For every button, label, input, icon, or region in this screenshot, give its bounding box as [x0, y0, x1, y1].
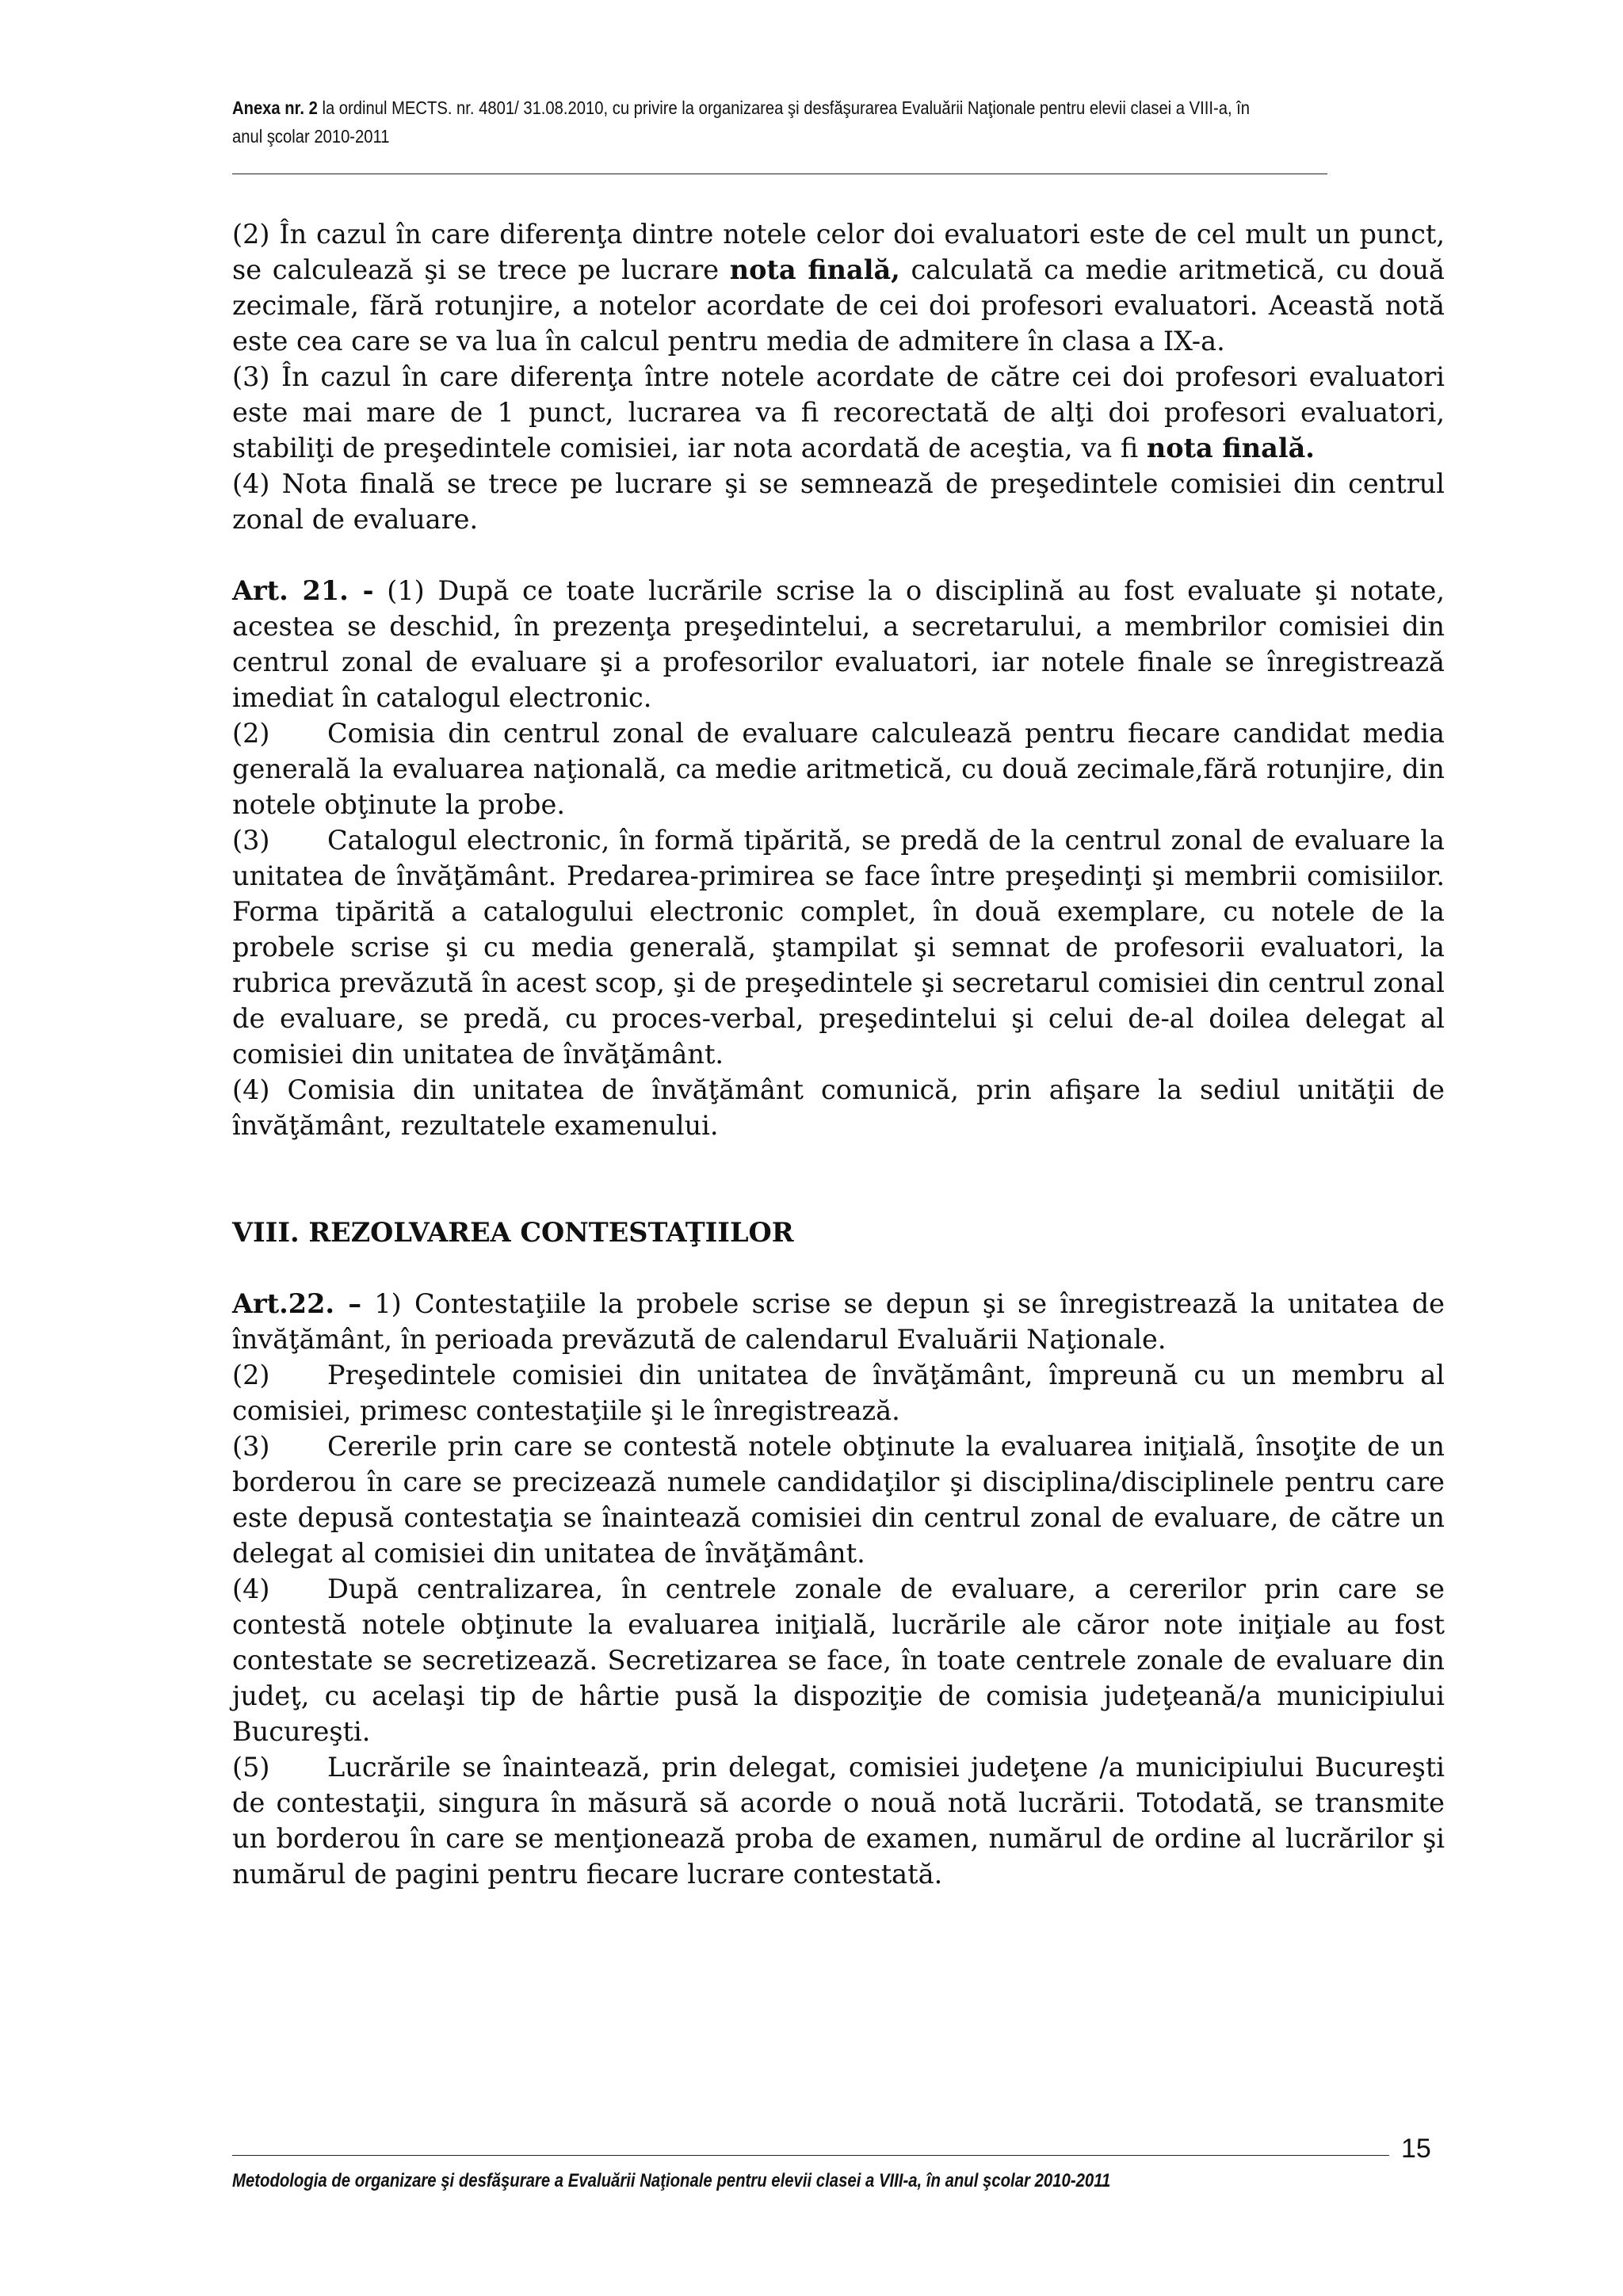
- art21-paragraph-2: [232, 715, 1445, 822]
- art22-heading: Art.22. –: [232, 1288, 362, 1319]
- page-number: 15: [1401, 2134, 1431, 2164]
- art21-paragraph-4: (4) Comisia din unitatea de învăţământ comunică, prin afişare la sediul unităţii de învăţământ, rezultatele examenului.: [232, 1074, 1445, 1141]
- page-footer: Metodologia de organizare şi desfăşurare a Evaluării Naţionale pentru elevii clasei a VIII-a, în anul şcolar 2010-2011: [232, 2170, 1111, 2191]
- art21-p2-number: (2): [232, 718, 270, 749]
- art21-p3-number: (3): [232, 825, 270, 856]
- art22-p5-number: (5): [232, 1752, 270, 1783]
- art21-p1-text: (1) După ce toate lucrările scrise la o disciplină au fost evaluate şi notate, acestea se deschid, în prezenţa preşedintelui, a secretarului, a membrilor comisiei din centrul zonal de evaluare şi a profesorilor evaluatori, iar notele finale se înregistrează imediat în catalogul electronic.: [232, 575, 1445, 713]
- art20-p2-text-b: calculată ca medie aritmetică, cu două zecimale, fără rotunjire, a notelor acordate de cei doi profesori evaluatori. Această notă este cea care se va lua în calcul pentru media de admitere în clasa a IX-a.: [232, 254, 1445, 357]
- art21-paragraph-1: [232, 573, 1445, 715]
- art21-heading: Art. 21. -: [232, 575, 374, 606]
- header-line-2: anul şcolar 2010-2011: [232, 126, 390, 147]
- document-body: [232, 216, 1445, 1892]
- header-order-text: la ordinul MECTS. nr. 4801/ 31.08.2010, cu privire la organizarea şi desfăşurarea Evaluării Naţionale pentru elevii clasei a VIII-a, în: [317, 97, 1251, 118]
- page-header: [232, 93, 1445, 151]
- art20-paragraph-2: [232, 216, 1445, 359]
- art22-paragraph-2: [232, 1357, 1445, 1428]
- art21-paragraph-3: [232, 822, 1445, 1072]
- header-line-1: [232, 93, 1445, 122]
- art22-p2-text: Preşedintele comisiei din unitatea de învăţământ, împreună cu un membru al comisiei, primesc contestaţiile şi le înregistrează.: [232, 1360, 1445, 1426]
- section-heading: VIII. REZOLVAREA CONTESTAŢIILOR: [232, 1217, 794, 1248]
- art20-p2-emphasis: nota finală,: [729, 254, 900, 285]
- art22-p2-number: (2): [232, 1360, 270, 1390]
- art20-p3-emphasis: nota finală.: [1146, 433, 1315, 463]
- art22-p1-text: 1) Contestaţiile la probele scrise se depun şi se înregistrează la unitatea de învăţământ, în perioada prevăzută de calendarul Evaluării Naţionale.: [232, 1288, 1445, 1355]
- art21-p3-text: Catalogul electronic, în formă tipărită, se predă de la centrul zonal de evaluare la unitatea de învăţământ. Predarea-primirea se face între preşedinţi şi membrii comisiilor. Forma tipărită a catalogului electronic complet, în două exemplare, cu notele de la probele scrise şi cu media generală, ştampilat şi semnat de profesorii evaluatori, la rubrica prevăzută în acest scop, şi de preşedintele şi secretarul comisiei din centrul zonal de evaluare, se predă, cu proces-verbal, preşedintelui şi celui de-al doilea delegat al comisiei din unitatea de învăţământ.: [232, 825, 1445, 1070]
- art21-p2-text: Comisia din centrul zonal de evaluare calculează pentru fiecare candidat media generală la evaluarea naţională, ca medie aritmetică, cu două zecimale,fără rotunjire, din notele obţinute la probe.: [232, 718, 1445, 820]
- art22-paragraph-1: [232, 1286, 1445, 1357]
- art20-p3-text: (3) În cazul în care diferenţa între notele acordate de către cei doi profesori evaluatori este mai mare de 1 punct, lucrarea va fi recorectată de alţi doi profesori evaluatori, stabiliţi de preşedintele comisiei, iar nota acordată de aceştia, va fi: [232, 361, 1445, 463]
- art20-p2-text-a: (2) În cazul în care diferenţa dintre notele celor doi evaluatori este de cel mult un punct, se calculează şi se trece pe lucrare: [232, 219, 1445, 285]
- art22-paragraph-5: [232, 1749, 1445, 1892]
- art20-paragraph-4: (4) Nota finală se trece pe lucrare şi se semnează de preşedintele comisiei din centrul zonal de evaluare.: [232, 468, 1445, 535]
- art22-p4-text: După centralizarea, în centrele zonale de evaluare, a cererilor prin care se contestă notele obţinute la evaluarea iniţială, lucrările ale căror note iniţiale au fost contestate se secretizează. Secretizarea se face, în toate centrele zonale de evaluare din judeţ, cu acelaşi tip de hârtie pusă la dispoziţie de comisia judeţeană/a municipiului Bucureşti.: [232, 1573, 1445, 1747]
- header-annex-label: Anexa nr. 2: [232, 97, 318, 118]
- art22-paragraph-4: [232, 1571, 1445, 1749]
- art22-paragraph-3: [232, 1428, 1445, 1571]
- art22-p3-text: Cererile prin care se contestă notele obţinute la evaluarea iniţială, însoţite de un borderou în care se precizează numele candidaţilor şi disciplina/disciplinele pentru care este depusă contestaţia se înaintează comisiei din centrul zonal de evaluare, de către un delegat al comisiei din unitatea de învăţământ.: [232, 1431, 1445, 1569]
- art22-p5-text: Lucrările se înaintează, prin delegat, comisiei judeţene /a municipiului Bucureşti de contestaţii, singura în măsură să acorde o nouă notă lucrării. Totodată, se transmite un borderou în care se menţionează proba de examen, numărul de ordine al lucrărilor şi numărul de pagini pentru fiecare lucrare contestată.: [232, 1752, 1445, 1890]
- art20-paragraph-3: [232, 359, 1445, 466]
- art22-p4-number: (4): [232, 1573, 270, 1604]
- art22-p3-number: (3): [232, 1431, 270, 1462]
- footer-divider: [232, 2155, 1389, 2156]
